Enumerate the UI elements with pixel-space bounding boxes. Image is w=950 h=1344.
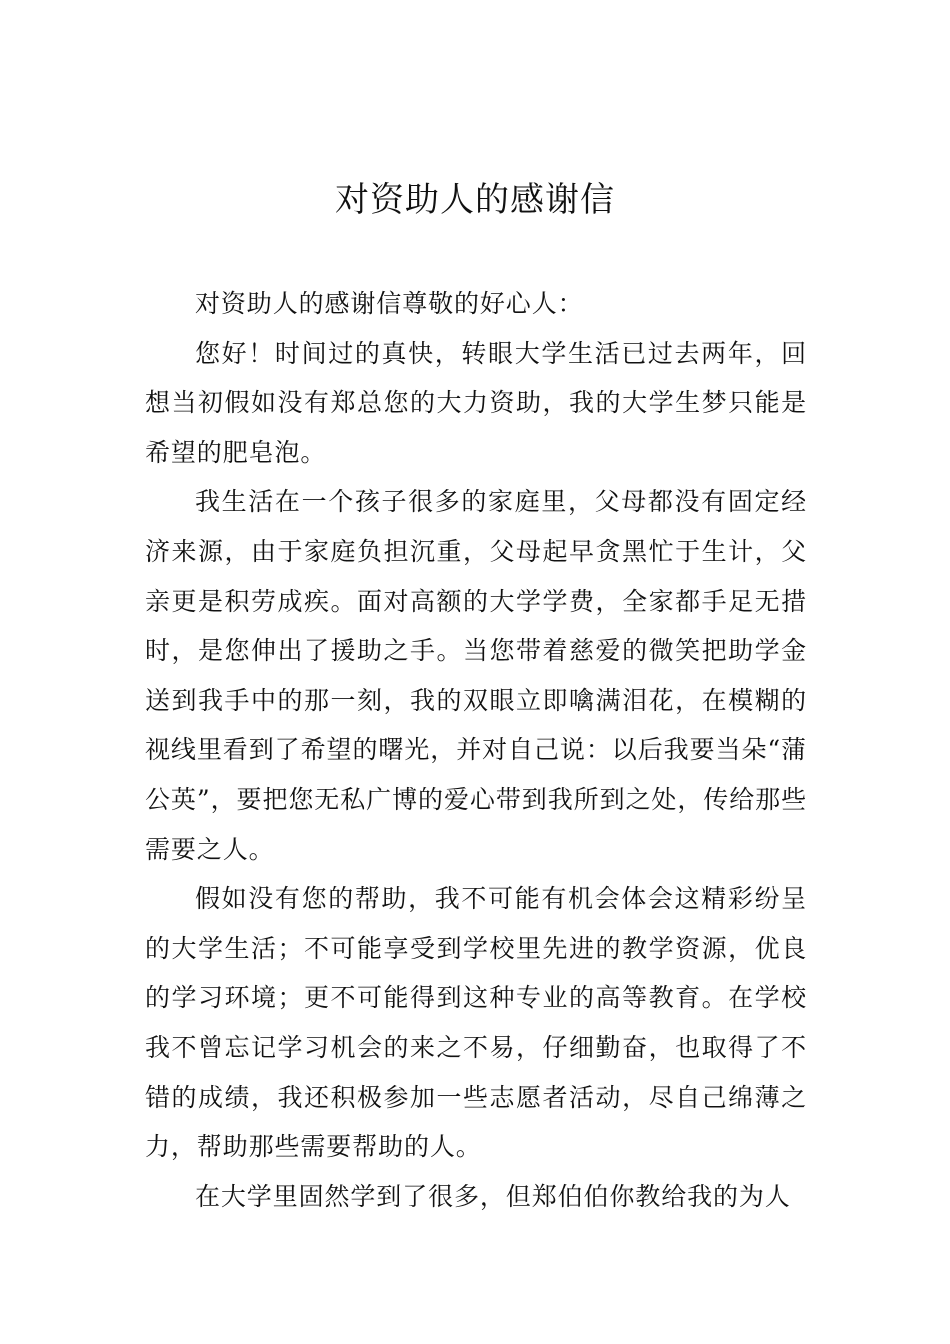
family-background-paragraph: 我生活在一个孩子很多的家庭里，父母都没有固定经济来源，由于家庭负担沉重，父母起早贪黑忙于生计，父亲更是积劳成疾。面对高额的大学学费，全家都手足无措时，是您伸出了援助之手。当您带着慈爱的微笑把助学金送到我手中的那一刻，我的双眼立即噙满泪花，在模糊的视线里看到了希望的曙光，并对自己说：以后我要当朵“蒲公英”，要把您无私广博的爱心带到我所到之处，传给那些需要之人。 [145, 487, 807, 864]
document-title: 对资助人的感谢信 [335, 180, 615, 220]
letter-body [145, 279, 807, 1221]
university-life-paragraph: 假如没有您的帮助，我不可能有机会体会这精彩纷呈的大学生活；不可能享受到学校里先进的教学资源，优良的学习环境；更不可能得到这种专业的高等教育。在学校我不曾忘记学习机会的来之不易，仔细勤奋，也取得了不错的成绩，我还积极参加一些志愿者活动，尽自己绵薄之力，帮助那些需要帮助的人。 [145, 884, 807, 1162]
salutation-paragraph: 对资助人的感谢信尊敬的好心人： [195, 289, 584, 318]
closing-partial-paragraph: 在大学里固然学到了很多，但郑伯伯你教给我的为人 [195, 1181, 791, 1211]
greeting-paragraph: 您好！时间过的真快，转眼大学生活已过去两年，回想当初假如没有郑总您的大力资助，我的大学生梦只能是希望的肥皂泡。 [145, 338, 807, 467]
